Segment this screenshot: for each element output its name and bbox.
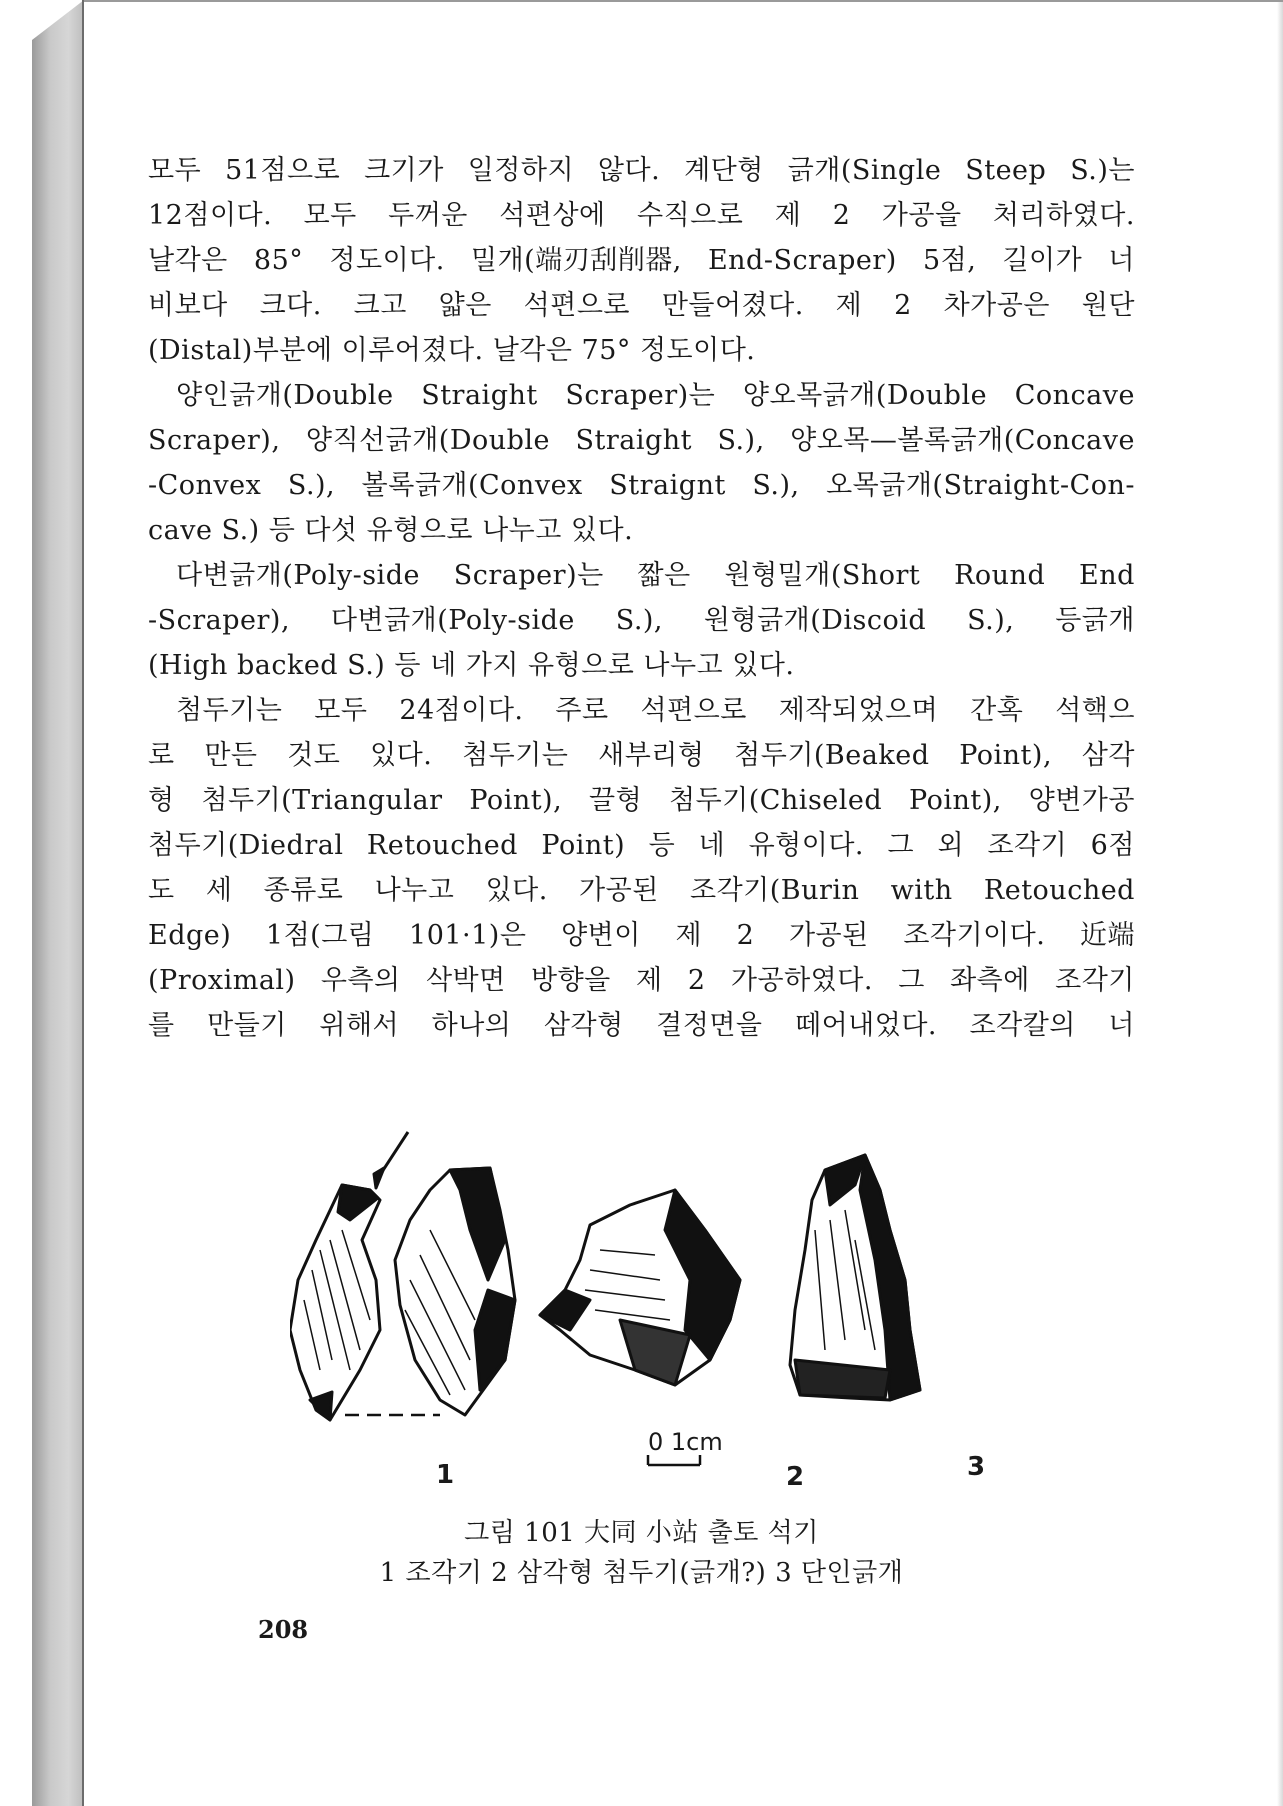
- word: 2: [687, 965, 706, 996]
- word: 양직선긁개(Double: [305, 425, 551, 456]
- word: 삭박면: [425, 965, 506, 996]
- word: 조각기(Burin: [690, 875, 860, 906]
- word: 우측의: [320, 965, 401, 996]
- word: 101·1)은: [409, 920, 527, 951]
- word: 긁개(Single: [787, 155, 942, 186]
- word: 주로: [555, 695, 609, 726]
- word: 위해서: [319, 1010, 400, 1041]
- word: Edge): [148, 920, 232, 951]
- figure-label-1: 1: [436, 1460, 455, 1490]
- word: 가공을: [881, 200, 962, 231]
- word: Point),: [909, 785, 1002, 816]
- scale-label: 0 1cm: [648, 1428, 723, 1456]
- word: S.),: [967, 605, 1015, 636]
- word: 크고: [353, 290, 407, 321]
- word: S.),: [287, 470, 336, 501]
- word: 만든: [204, 740, 258, 771]
- word: with: [890, 875, 953, 906]
- word: 그: [887, 830, 915, 861]
- word: S.),: [717, 425, 765, 456]
- word: 다변긁개(Poly-side: [176, 560, 420, 591]
- book-spine: [32, 0, 84, 1806]
- burin-side-drawing: [395, 1168, 515, 1415]
- word: 를: [148, 1010, 175, 1041]
- word: 너: [1108, 1010, 1135, 1041]
- word: 모두: [314, 695, 368, 726]
- word: 차가공은: [943, 290, 1050, 321]
- word: 51점으로: [225, 155, 341, 186]
- word: 정도이다.: [329, 245, 445, 276]
- word: 로: [148, 740, 175, 771]
- word: 세: [205, 875, 233, 906]
- word: Scraper)는: [453, 560, 604, 591]
- text-line: [148, 823, 1135, 868]
- word: Round: [954, 560, 1046, 591]
- word: 近端: [1079, 920, 1135, 951]
- stone-tools-figure: [290, 1130, 1090, 1500]
- word: 있다.: [370, 740, 433, 771]
- word: 5점,: [922, 245, 977, 276]
- word: 양오목—볼록긁개(Concave: [790, 425, 1135, 456]
- text-line: [148, 733, 1135, 778]
- word: 길이가: [1002, 245, 1083, 276]
- word: 양오목긁개(Double: [742, 380, 988, 411]
- word: (Proximal): [148, 965, 296, 996]
- word: Straight: [421, 380, 538, 411]
- word: 조각칼의: [969, 1010, 1076, 1041]
- word: 85°: [253, 245, 304, 276]
- word: 크기가: [364, 155, 444, 186]
- word: 첨두기는: [462, 740, 569, 771]
- word: 형: [148, 785, 175, 816]
- word: 크다.: [259, 290, 322, 321]
- word: -Scraper),: [148, 605, 291, 636]
- word: S.)는: [1070, 155, 1135, 186]
- text-line: [148, 688, 1135, 733]
- word: 24점이다.: [399, 695, 524, 726]
- text-line: [148, 148, 1135, 193]
- word: 비보다: [148, 290, 228, 321]
- figure-caption-items: 1 조각기 2 삼각형 첨두기(긁개?) 3 단인긁개: [379, 1558, 904, 1588]
- text-line: [148, 778, 1135, 823]
- word: Concave: [1014, 380, 1135, 411]
- word: 오목긁개(Straight-Con-: [826, 470, 1135, 501]
- word: 원단: [1081, 290, 1135, 321]
- word: 않다.: [597, 155, 661, 186]
- word: 다변긁개(Poly-side: [330, 605, 575, 636]
- word: 12점이다.: [148, 200, 273, 231]
- word: 2: [736, 920, 755, 951]
- word: 석편상에: [499, 200, 606, 231]
- word: 2: [894, 290, 912, 321]
- word: 좌측에: [950, 965, 1030, 996]
- word: 간혹: [970, 695, 1024, 726]
- word: 석편으로: [523, 290, 630, 321]
- word: 첨두기(Chiseled: [668, 785, 883, 816]
- text-line: [148, 283, 1135, 328]
- word: 짧은: [637, 560, 691, 591]
- text-line: [148, 193, 1135, 238]
- word: 모두: [303, 200, 357, 231]
- word: 조각기: [1055, 965, 1135, 996]
- text-line: [148, 463, 1135, 508]
- page-number: 208: [258, 1615, 309, 1644]
- figure-caption-title: 그림 101 大同 小站 출토 석기: [464, 1518, 819, 1548]
- word: Retouched: [983, 875, 1135, 906]
- word: End-Scraper): [707, 245, 897, 276]
- word: 모두: [148, 155, 202, 186]
- word: Point),: [959, 740, 1053, 771]
- word: 일정하지: [467, 155, 575, 186]
- word: End: [1079, 560, 1135, 591]
- word: 양변이: [561, 920, 641, 951]
- word: 끌형: [589, 785, 643, 816]
- word: 하나의: [431, 1010, 512, 1041]
- word: 얇은: [438, 290, 492, 321]
- word: 삼각: [1081, 740, 1135, 771]
- word: 제: [774, 200, 802, 231]
- word: 원형밀개(Short: [724, 560, 921, 591]
- word: 결정면을: [656, 1010, 763, 1041]
- text-line: [148, 913, 1135, 958]
- word: 가공된: [788, 920, 869, 951]
- word: 너: [1108, 245, 1135, 276]
- word: 떼어내었다.: [795, 1010, 938, 1041]
- word: Scraper)는: [565, 380, 716, 411]
- word: -Convex: [148, 470, 262, 501]
- word: 조각기: [987, 830, 1068, 861]
- word: Steep: [965, 155, 1047, 186]
- word: 삼각형: [543, 1010, 624, 1041]
- word: 2: [832, 200, 851, 231]
- figure-label-3: 3: [967, 1452, 986, 1482]
- word: 원형긁개(Discoid: [703, 605, 927, 636]
- word: 날각은: [148, 245, 228, 276]
- word: 만들어졌다.: [661, 290, 804, 321]
- word: 유형이다.: [748, 830, 865, 861]
- word: 그: [898, 965, 925, 996]
- word: 밀개(端刃刮削器,: [471, 245, 682, 276]
- triangular-point-drawing: [540, 1190, 740, 1385]
- word: 계단형: [684, 155, 764, 186]
- text-line: [148, 553, 1135, 598]
- text-line: (Distal)부분에 이루어졌다. 날각은 75° 정도이다.: [148, 335, 756, 366]
- word: 조각기이다.: [903, 920, 1046, 951]
- word: 만들기: [207, 1010, 287, 1041]
- word: 제: [636, 965, 663, 996]
- word: 수직으로: [637, 200, 744, 231]
- word: 방향을: [530, 965, 611, 996]
- word: 양인긁개(Double: [176, 380, 394, 411]
- word: 새부리형: [598, 740, 705, 771]
- figure-label-2: 2: [786, 1462, 805, 1492]
- word: 석핵으: [1055, 695, 1135, 726]
- word: 볼록긁개(Convex: [361, 470, 583, 501]
- word: 제작되었으며: [778, 695, 939, 726]
- word: 첨두기(Diedral: [148, 830, 344, 861]
- word: 등: [648, 830, 676, 861]
- body-text: [148, 148, 1135, 1048]
- word: 제: [835, 290, 863, 321]
- word: 종류로: [263, 875, 344, 906]
- text-line: (High backed S.) 등 네 가지 유형으로 나누고 있다.: [148, 650, 795, 681]
- text-line: [148, 373, 1135, 418]
- word: 석편으로: [640, 695, 747, 726]
- text-line: [148, 868, 1135, 913]
- word: 네: [698, 830, 726, 861]
- word: Retouched: [366, 830, 518, 861]
- word: 6점: [1090, 830, 1135, 861]
- single-edge-scraper-drawing: [790, 1155, 920, 1400]
- word: 도: [148, 875, 175, 906]
- word: 나누고: [374, 875, 455, 906]
- text-line: [148, 958, 1135, 1003]
- word: 처리하였다.: [992, 200, 1135, 231]
- text-line: cave S.) 등 다섯 유형으로 나누고 있다.: [148, 515, 634, 546]
- word: 양변가공: [1028, 785, 1135, 816]
- word: Straignt: [609, 470, 726, 501]
- word: 첨두기(Beaked: [734, 740, 930, 771]
- word: 것도: [287, 740, 341, 771]
- word: Point),: [469, 785, 563, 816]
- word: S.),: [615, 605, 664, 636]
- word: Straight: [575, 425, 692, 456]
- word: 등긁개: [1055, 605, 1135, 636]
- word: 외: [937, 830, 965, 861]
- word: 첨두기는: [176, 695, 283, 726]
- word: 첨두기(Triangular: [201, 785, 443, 816]
- word: Scraper),: [148, 425, 281, 456]
- word: 가공된: [579, 875, 659, 906]
- word: 두꺼운: [388, 200, 468, 231]
- text-line: [148, 1003, 1135, 1048]
- text-line: [148, 598, 1135, 643]
- scale-bar: [648, 1455, 700, 1465]
- word: 있다.: [485, 875, 548, 906]
- word: Point): [541, 830, 626, 861]
- word: S.),: [752, 470, 800, 501]
- word: 가공하였다.: [730, 965, 873, 996]
- text-line: [148, 418, 1135, 463]
- word: 1점(그림: [265, 920, 375, 951]
- text-line: [148, 238, 1135, 283]
- word: 제: [675, 920, 703, 951]
